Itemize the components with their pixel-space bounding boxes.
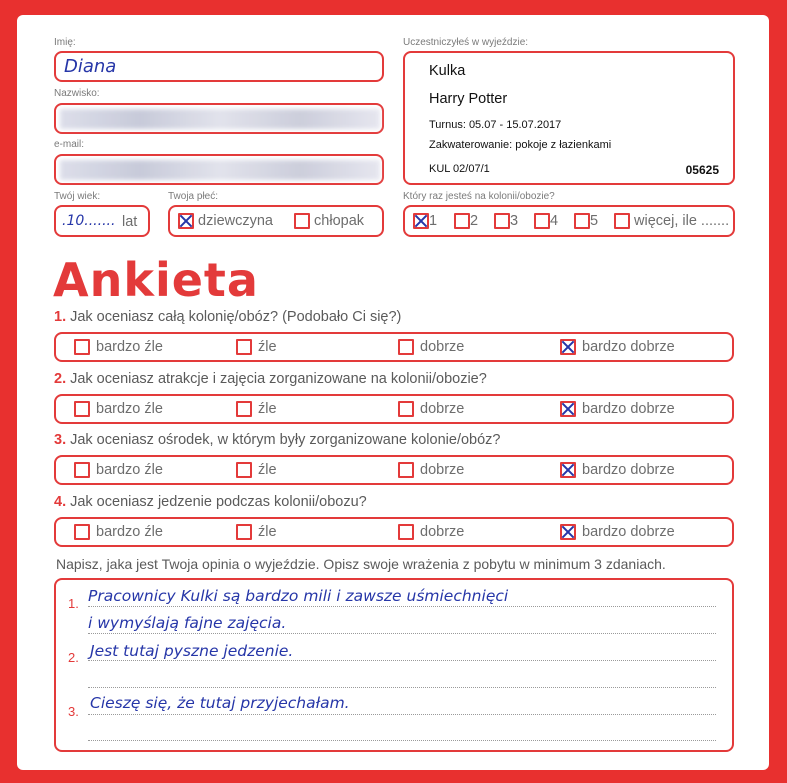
checkbox-icon[interactable]: [494, 213, 510, 229]
answer-row-3: [54, 455, 734, 485]
checkbox-checked-icon[interactable]: [178, 213, 194, 229]
answer-line: [88, 633, 716, 634]
age-label: Twój wiek:: [54, 191, 101, 202]
visit-option-2[interactable]: 2: [454, 213, 478, 229]
name-label: Imię:: [54, 37, 76, 48]
camp-program: Harry Potter: [429, 91, 508, 107]
question-1: 1. Jak oceniasz całą kolonię/obóz? (Podobało Ci się?): [54, 309, 402, 325]
checkbox-icon[interactable]: [398, 401, 414, 417]
age-unit: lat: [122, 214, 138, 230]
age-value: .10.......: [62, 213, 116, 229]
answer-line: [88, 714, 716, 715]
option-good[interactable]: dobrze: [398, 524, 464, 540]
checkbox-icon[interactable]: [74, 462, 90, 478]
option-very-bad[interactable]: bardzo źle: [74, 401, 163, 417]
redacted-email: [60, 160, 380, 180]
answer-number-3: 3.: [68, 704, 79, 719]
checkbox-icon[interactable]: [398, 339, 414, 355]
camp-accommodation: Zakwaterowanie: pokoje z łazienkami: [429, 139, 612, 151]
answer-line-2: Jest tutaj pyszne jedzenie.: [90, 642, 294, 660]
option-very-bad[interactable]: bardzo źle: [74, 524, 163, 540]
option-very-bad[interactable]: bardzo źle: [74, 339, 163, 355]
gender-label: Twoja płeć:: [168, 191, 219, 202]
checkbox-icon[interactable]: [74, 524, 90, 540]
email-field[interactable]: [54, 154, 384, 185]
camp-number: 05625: [685, 163, 719, 177]
option-good[interactable]: dobrze: [398, 462, 464, 478]
checkbox-icon[interactable]: [534, 213, 550, 229]
checkbox-icon[interactable]: [398, 524, 414, 540]
checkbox-icon[interactable]: [398, 462, 414, 478]
camp-company: Kulka: [429, 63, 466, 79]
gender-option-girl[interactable]: dziewczyna: [178, 213, 273, 229]
surname-label: Nazwisko:: [54, 88, 100, 99]
visit-option-4[interactable]: 4: [534, 213, 558, 229]
camp-code: KUL 02/07/1: [429, 163, 490, 175]
checkbox-checked-icon[interactable]: [413, 213, 429, 229]
checkbox-checked-icon[interactable]: [560, 339, 576, 355]
checkbox-icon[interactable]: [236, 524, 252, 540]
option-very-good[interactable]: bardzo dobrze: [560, 339, 675, 355]
visit-option-3[interactable]: 3: [494, 213, 518, 229]
name-value: Diana: [64, 56, 117, 77]
gender-field: [168, 205, 384, 237]
answer-line-1-continued: i wymyślają fajne zajęcia.: [88, 614, 287, 632]
option-bad[interactable]: źle: [236, 401, 277, 417]
email-label: e-mail:: [54, 139, 85, 150]
camp-turnus: Turnus: 05.07 - 15.07.2017: [429, 119, 562, 131]
answer-line: [88, 687, 716, 688]
option-bad[interactable]: źle: [236, 524, 277, 540]
checkbox-icon[interactable]: [574, 213, 590, 229]
answer-line: [88, 606, 716, 607]
visit-option-5[interactable]: 5: [574, 213, 598, 229]
checkbox-icon[interactable]: [236, 339, 252, 355]
checkbox-icon[interactable]: [236, 401, 252, 417]
answer-line-3: Cieszę się, że tutaj przyjechałam.: [90, 694, 350, 712]
checkbox-icon[interactable]: [294, 213, 310, 229]
option-bad[interactable]: źle: [236, 339, 277, 355]
answer-row-2: [54, 394, 734, 424]
answer-line: [88, 740, 716, 741]
visits-field: [403, 205, 735, 237]
visit-option-more[interactable]: więcej, ile .......: [614, 213, 729, 229]
option-good[interactable]: dobrze: [398, 401, 464, 417]
checkbox-icon[interactable]: [614, 213, 630, 229]
gender-option-boy[interactable]: chłopak: [294, 213, 364, 229]
checkbox-icon[interactable]: [74, 401, 90, 417]
answer-number-1: 1.: [68, 596, 79, 611]
answer-number-2: 2.: [68, 650, 79, 665]
answer-row-4: [54, 517, 734, 547]
option-bad[interactable]: źle: [236, 462, 277, 478]
survey-title: Ankieta: [53, 253, 259, 307]
option-very-bad[interactable]: bardzo źle: [74, 462, 163, 478]
checkbox-icon[interactable]: [74, 339, 90, 355]
visits-label: Który raz jesteś na kolonii/obozie?: [403, 191, 555, 202]
checkbox-icon[interactable]: [454, 213, 470, 229]
option-good[interactable]: dobrze: [398, 339, 464, 355]
redacted-surname: [60, 109, 380, 129]
surname-field[interactable]: [54, 103, 384, 134]
option-very-good[interactable]: bardzo dobrze: [560, 524, 675, 540]
opinion-prompt: Napisz, jaka jest Twoja opinia o wyjeździe. Opisz swoje wrażenia z pobytu w minimum 3 zdaniach.: [56, 556, 666, 572]
camp-info-box: [403, 51, 735, 185]
question-4: 4. Jak oceniasz jedzenie podczas kolonii/obozu?: [54, 494, 367, 510]
checkbox-icon[interactable]: [236, 462, 252, 478]
age-field[interactable]: [54, 205, 150, 237]
checkbox-checked-icon[interactable]: [560, 524, 576, 540]
checkbox-checked-icon[interactable]: [560, 401, 576, 417]
option-very-good[interactable]: bardzo dobrze: [560, 401, 675, 417]
camp-label: Uczestniczyłeś w wyjeździe:: [403, 37, 529, 48]
answer-line: [88, 660, 716, 661]
name-field[interactable]: [54, 51, 384, 82]
answer-row-1: [54, 332, 734, 362]
answer-line-1: Pracownicy Kulki są bardzo mili i zawsze uśmiechnięci: [88, 587, 509, 605]
question-2: 2. Jak oceniasz atrakcje i zajęcia zorganizowane na kolonii/obozie?: [54, 371, 487, 387]
checkbox-checked-icon[interactable]: [560, 462, 576, 478]
question-3: 3. Jak oceniasz ośrodek, w którym były zorganizowane kolonie/obóz?: [54, 432, 501, 448]
visit-option-1[interactable]: 1: [413, 213, 437, 229]
option-very-good[interactable]: bardzo dobrze: [560, 462, 675, 478]
